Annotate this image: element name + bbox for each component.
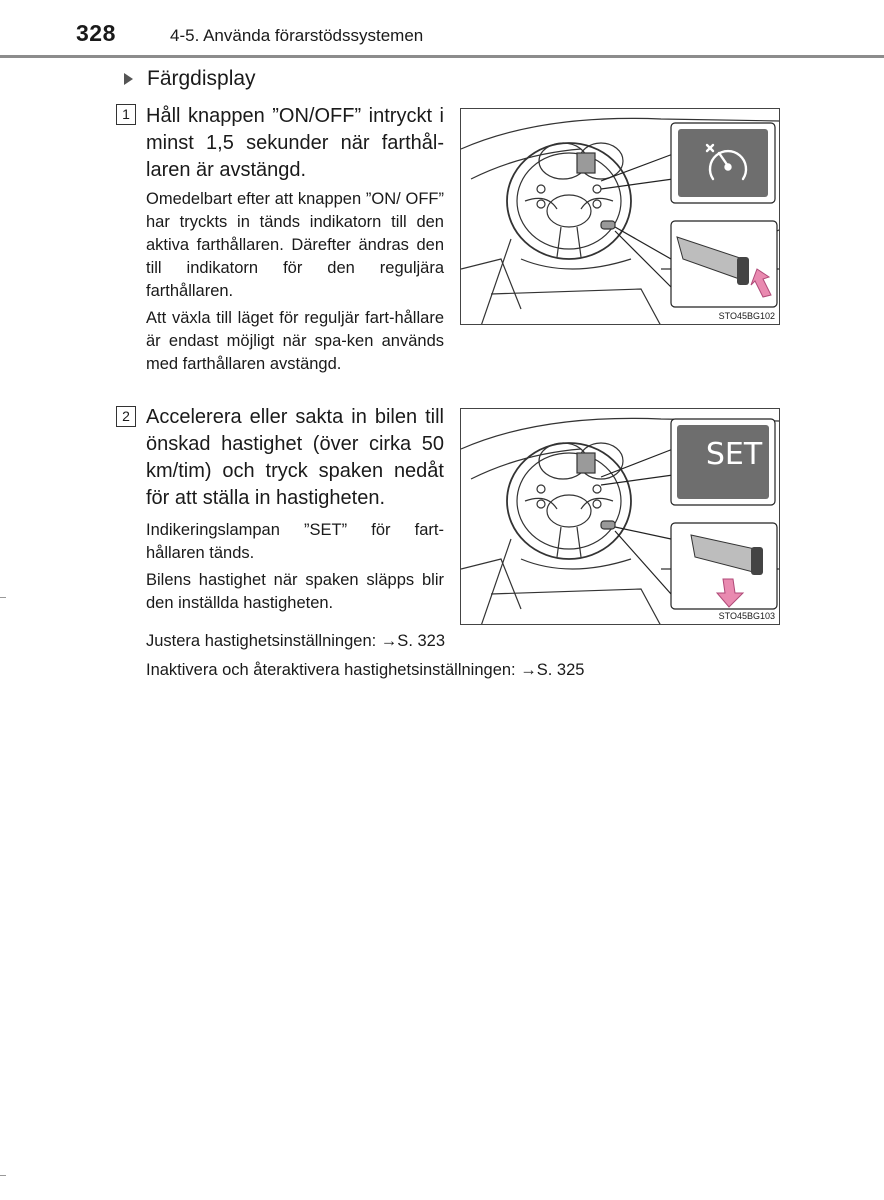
figure-cruise-indicator [460, 108, 780, 325]
set-indicator-label: SET [705, 437, 763, 472]
step-2-instruction: Accelerera eller sakta in bilen till önskad hastighet (över cirka 50 km/tim) och tryck spaken nedåt för att ställa in hastigheten. [146, 406, 444, 509]
step-1-instruction: Håll knappen ”ON/OFF” intryckt i minst 1,5 sekunder när farthål-laren är avstängd. [146, 105, 444, 181]
figure-set-indicator [460, 408, 780, 625]
triangle-bullet-icon [124, 73, 133, 85]
header-rule [0, 55, 884, 58]
margin-tick [0, 1175, 6, 1176]
figure-code-2: STO45BG103 [718, 611, 775, 621]
page-number: 328 [76, 20, 116, 46]
step-number-2: 2 [116, 406, 136, 427]
reference-toggle-speed: Inaktivera och återaktivera hastighetsinställningen: →S. 325 [146, 661, 585, 679]
section-title: 4-5. Använda förarstödssystemen [170, 26, 424, 45]
subheading-label: Färgdisplay [147, 67, 256, 90]
margin-tick [0, 597, 6, 598]
figure-code: STO45BG102 [718, 311, 775, 321]
reference-adjust-speed: Justera hastighetsinställningen: →S. 323 [146, 632, 446, 650]
steering-wheel-illustration [461, 109, 780, 325]
step-number-1: 1 [116, 104, 136, 125]
subheading [124, 67, 256, 91]
step-2-paragraph-2: Bilens hastighet när spaken släpps blir den inställda hastigheten. [146, 571, 444, 612]
step-1-paragraph-2: Att växla till läget för reguljär fart-hållare är endast möjligt när spa-ken används med farthållaren avstängd. [146, 309, 444, 373]
step-1-paragraph-1: Omedelbart efter att knappen ”ON/ OFF” har tryckts in tänds indikatorn till den aktiva farthållaren. Därefter ändras den till indikatorn för den reguljära farthållaren. [146, 190, 444, 300]
step-2-paragraph-1: Indikeringslampan ”SET” för fart-hållaren tänds. [146, 521, 444, 562]
